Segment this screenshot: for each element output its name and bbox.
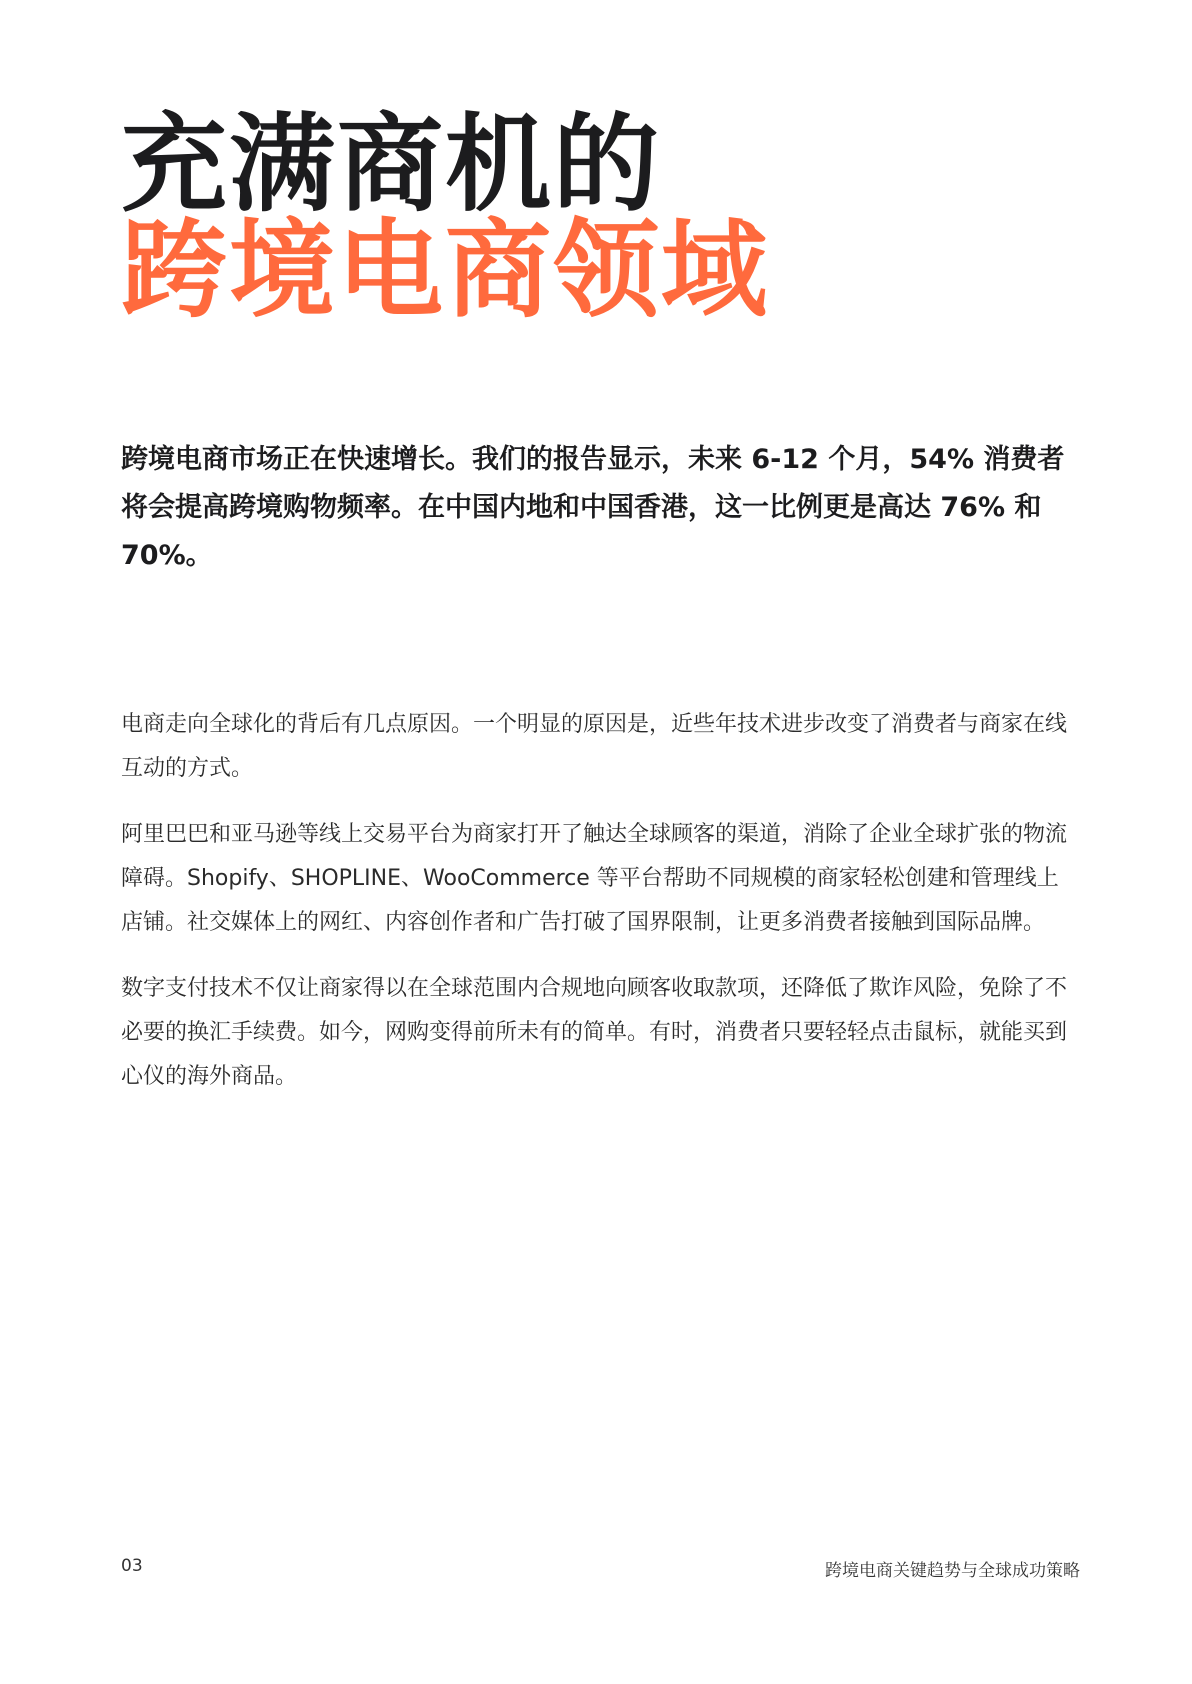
body-paragraph-1: 电商走向全球化的背后有几点原因。一个明显的原因是，近些年技术进步改变了消费者与商家在线互动的方式。 [121, 712, 1068, 781]
page-title [121, 103, 769, 332]
page-title-line-2: 跨境电商领域 [121, 209, 769, 332]
body-paragraph-2: 阿里巴巴和亚马逊等线上交易平台为商家打开了触达全球顾客的渠道，消除了企业全球扩张的物流障碍。Shopify、SHOPLINE、WooCommerce 等平台帮助不同规模的商家轻松创建和管理线上店铺。社交媒体上的网红、内容创作者和广告打破了国界限制，让更多消费者接触到国际品牌。 [121, 822, 1068, 935]
body-paragraph-3: 数字支付技术不仅让商家得以在全球范围内合规地向顾客收取款项，还降低了欺诈风险，免除了不必要的换汇手续费。如今，网购变得前所未有的简单。有时，消费者只要轻轻点击鼠标，就能买到心仪的海外商品。 [121, 976, 1068, 1089]
page-title-line-1: 充满商机的 [121, 103, 661, 226]
body-text [121, 703, 1071, 1121]
footer-document-title: 跨境电商关键趋势与全球成功策略 [825, 1561, 1080, 1581]
page-number: 03 [121, 1556, 143, 1576]
lead-paragraph: 跨境电商市场正在快速增长。我们的报告显示，未来 6-12 个月，54% 消费者将会提高跨境购物频率。在中国内地和中国香港，这一比例更是高达 76% 和 70%。 [121, 444, 1065, 571]
